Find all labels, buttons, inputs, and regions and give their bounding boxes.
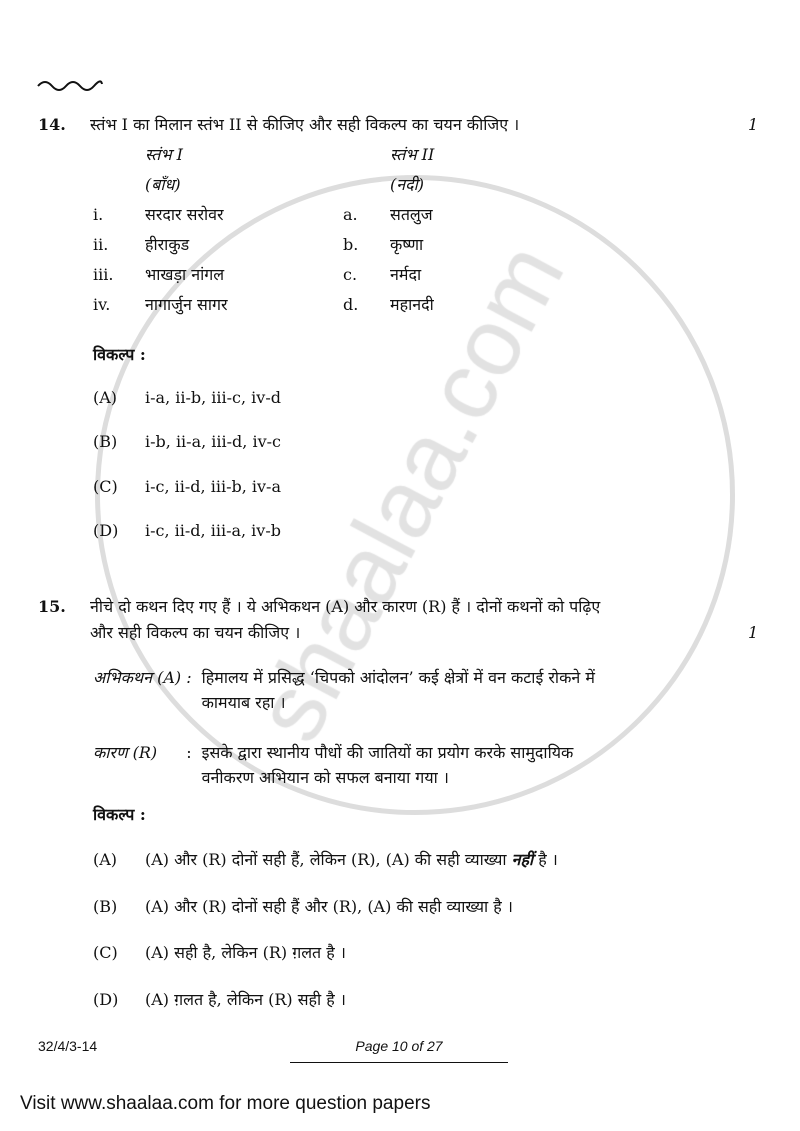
option-label: (B) xyxy=(93,432,118,451)
option-text: (A) और (R) दोनों सही हैं और (R), (A) की सही व्याख्या है । xyxy=(145,897,513,916)
row-letter: c. xyxy=(343,265,358,284)
assertion-line1: हिमालय में प्रसिद्ध ‘चिपको आंदोलन’ कई क्षेत्रों में वन कटाई रोकने में xyxy=(201,668,595,687)
option-text: i-c, ii-d, iii-b, iv-a xyxy=(145,477,281,496)
squiggle-mark-icon xyxy=(36,76,104,92)
q15-marks: 1 xyxy=(748,623,759,642)
col1-heading: स्तंभ I xyxy=(145,145,183,164)
row-num: ii. xyxy=(93,235,109,254)
shaalaa-banner-link[interactable]: Visit www.shaalaa.com for more question papers xyxy=(20,1093,431,1114)
q14-number: 14. xyxy=(38,115,66,134)
q15-text-line1: नीचे दो कथन दिए गए हैं । ये अभिकथन (A) और कारण (R) हैं । दोनों कथनों को पढ़िए xyxy=(90,597,601,616)
q15-number: 15. xyxy=(38,597,66,616)
dam-name: सरदार सरोवर xyxy=(145,205,224,224)
option-text: i-c, ii-d, iii-a, iv-b xyxy=(145,521,281,540)
paper-code: 32/4/3-14 xyxy=(38,1038,98,1054)
q15-options-label: विकल्प : xyxy=(93,805,146,824)
river-name: कृष्णा xyxy=(390,235,424,254)
assertion-label: अभिकथन (A) : xyxy=(93,668,192,687)
assertion-text xyxy=(202,665,753,715)
reason-label: कारण (R) xyxy=(93,743,158,762)
col2-heading: स्तंभ II xyxy=(390,145,435,164)
option-text-part: (A) और (R) दोनों सही हैं, लेकिन (R), (A) की सही व्याख्या xyxy=(145,850,512,869)
row-num: i. xyxy=(93,205,104,224)
option-label: (A) xyxy=(93,388,118,407)
option-text: (A) ग़लत है, लेकिन (R) सही है । xyxy=(145,990,346,1009)
q14-marks: 1 xyxy=(748,115,759,134)
assertion-reason-block xyxy=(93,665,753,790)
dam-name: भाखड़ा नांगल xyxy=(145,265,225,284)
assertion-label-cell xyxy=(93,665,192,715)
option-label: (C) xyxy=(93,943,118,962)
option-text-part: है । xyxy=(533,850,558,869)
reason-text xyxy=(202,740,753,790)
option-text: (A) सही है, लेकिन (R) ग़लत है । xyxy=(145,943,346,962)
option-text: i-b, ii-a, iii-d, iv-c xyxy=(145,432,281,451)
option-label: (A) xyxy=(93,850,118,869)
row-num: iv. xyxy=(93,295,111,314)
river-name: सतलुज xyxy=(390,205,433,224)
row-num: iii. xyxy=(93,265,114,284)
dam-name: हीराकुड xyxy=(145,235,190,254)
col2-subheading: (नदी) xyxy=(390,175,425,194)
row-letter: a. xyxy=(343,205,358,224)
river-name: महानदी xyxy=(390,295,434,314)
q14-text: स्तंभ I का मिलान स्तंभ II से कीजिए और सही विकल्प का चयन कीजिए । xyxy=(90,115,520,134)
river-name: नर्मदा xyxy=(390,265,422,284)
option-text: i-a, ii-b, iii-c, iv-d xyxy=(145,388,281,407)
row-letter: b. xyxy=(343,235,359,254)
reason-colon: : xyxy=(186,743,192,762)
footer-rule xyxy=(290,1062,508,1063)
option-label: (D) xyxy=(93,521,119,540)
assertion-line2: कामयाब रहा । xyxy=(201,693,286,712)
option-label: (C) xyxy=(93,477,118,496)
option-label: (D) xyxy=(93,990,119,1009)
q14-options-label: विकल्प : xyxy=(93,345,146,364)
row-letter: d. xyxy=(343,295,359,314)
col1-subheading: (बाँध) xyxy=(145,175,181,194)
q15-text-line2: और सही विकल्प का चयन कीजिए । xyxy=(90,623,301,642)
reason-label-cell xyxy=(93,740,192,790)
page-number: Page 10 of 27 xyxy=(355,1038,443,1054)
option-text xyxy=(145,850,558,870)
option-emphasis: नहीं xyxy=(511,850,534,869)
dam-name: नागार्जुन सागर xyxy=(145,295,228,314)
reason-line1: इसके द्वारा स्थानीय पौधों की जातियों का प्रयोग करके सामुदायिक xyxy=(201,743,574,762)
reason-line2: वनीकरण अभियान को सफल बनाया गया । xyxy=(201,768,449,787)
option-label: (B) xyxy=(93,897,118,916)
